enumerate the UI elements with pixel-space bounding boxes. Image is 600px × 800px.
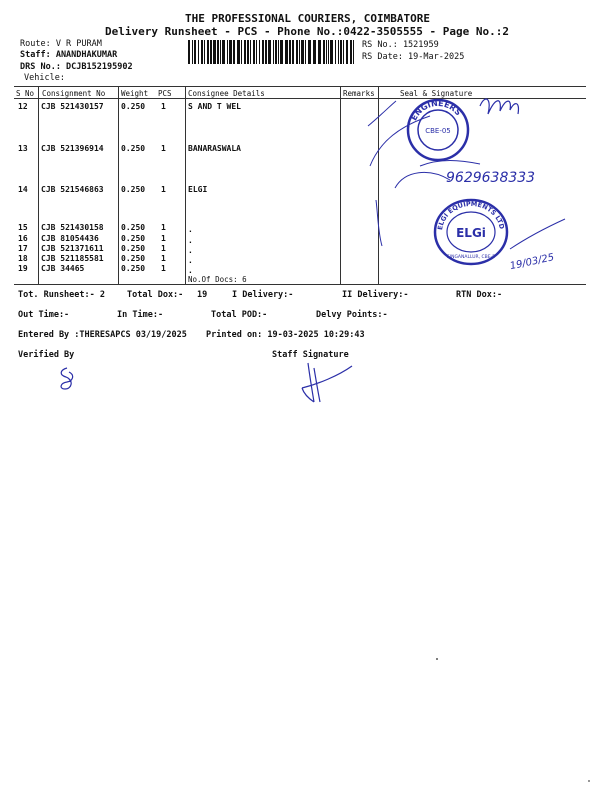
row-sno: 18: [18, 254, 28, 263]
runsheet-subtitle: Delivery Runsheet - PCS - Phone No.:0422-3505555 - Page No.:2: [105, 25, 509, 38]
row-pcs: 1: [161, 223, 166, 232]
row-consignee: BANARASWALA: [188, 144, 241, 153]
barcode-bar: [275, 40, 277, 64]
barcode-bar: [262, 40, 264, 64]
col-header-sno: S No: [16, 89, 35, 98]
rs-date-label: RS Date: 19-Mar-2025: [362, 52, 465, 62]
barcode-bar: [188, 40, 190, 64]
row-consignee: .: [188, 256, 193, 265]
barcode-bar: [326, 40, 327, 64]
vehicle-label: Vehicle:: [24, 73, 65, 83]
barcode-bar: [289, 40, 291, 64]
row-sno: 16: [18, 234, 28, 243]
row-consignment: CJB 521546863: [41, 185, 104, 194]
total-pod: Total POD:-: [211, 310, 268, 320]
col-header-seal-signature: Seal & Signature: [400, 89, 473, 98]
barcode-bar: [265, 40, 267, 64]
barcode-bar: [268, 40, 271, 64]
row-weight: 0.250: [121, 264, 146, 273]
row-consignment: CJB 521185581: [41, 254, 104, 263]
barcode-bar: [210, 40, 212, 64]
col-header-remarks: Remarks: [343, 89, 375, 98]
col-header-consignee: Consignee Details: [188, 89, 265, 98]
row-weight: 0.250: [121, 185, 146, 194]
row-sno: 19: [18, 264, 28, 273]
barcode-bar: [194, 40, 196, 64]
ii-delivery: II Delivery:-: [342, 290, 409, 300]
staff-label: Staff: ANANDHAKUMAR: [20, 50, 118, 60]
row-sno: 14: [18, 185, 28, 194]
row-weight: 0.250: [121, 244, 146, 253]
handwritten-phone-number: [390, 158, 570, 198]
staff-signature-label: Staff Signature: [272, 350, 349, 360]
row-sno: 13: [18, 144, 28, 153]
stamp2-top-text: ELGI EQUIPMENTS LTD: [436, 199, 506, 231]
barcode-bar: [278, 40, 279, 64]
barcode-bar: [237, 40, 240, 64]
barcode-bar: [227, 40, 228, 64]
barcode-bar: [323, 40, 325, 64]
row-pcs: 1: [161, 244, 166, 253]
col-divider: [340, 86, 341, 284]
stamp1-center-text: CBE-05: [425, 127, 451, 135]
barcode-bar: [285, 40, 288, 64]
col-divider: [118, 86, 119, 284]
barcode-bar: [280, 40, 283, 64]
verified-signature: [55, 365, 79, 395]
barcode-bar: [259, 40, 260, 64]
handwritten-phone-text: 9629638333: [446, 170, 536, 186]
barcode-bar: [233, 40, 235, 64]
row-sno: 17: [18, 244, 28, 253]
speck: [588, 780, 590, 782]
barcode-bar: [301, 40, 304, 64]
col-divider: [185, 86, 186, 284]
col-header-weight: Weight: [121, 89, 149, 98]
stamp2-center-text: ELGi: [456, 226, 486, 240]
row-sno: 12: [18, 102, 28, 111]
row-weight: 0.250: [121, 234, 146, 243]
barcode-bar: [350, 40, 352, 64]
entered-by: Entered By :THERESAPCS 03/19/2025: [18, 330, 187, 340]
company-title: THE PROFESSIONAL COURIERS, COIMBATORE: [185, 12, 431, 25]
row-pcs: 1: [161, 264, 166, 273]
rs-no-label: RS No.: 1521959: [362, 40, 439, 50]
remarks-ink-stroke: [372, 196, 402, 252]
row-consignment: CJB 34465: [41, 264, 85, 273]
in-time: In Time:-: [117, 310, 164, 320]
barcode-bar: [292, 40, 294, 64]
barcode-bar: [201, 40, 203, 64]
row-consignee: .: [188, 266, 193, 275]
barcode-bar: [198, 40, 199, 64]
barcode-bar: [330, 40, 333, 64]
barcode-bar: [256, 40, 257, 64]
row-consignee: .: [188, 225, 193, 234]
elgi-stamp: [430, 196, 512, 268]
row-pcs: 1: [161, 144, 166, 153]
barcode-bar: [241, 40, 242, 64]
row-consignee: ELGI: [188, 185, 208, 194]
tot-runsheet: Tot. Runsheet:- 2: [18, 290, 105, 300]
verified-by-label: Verified By: [18, 350, 75, 360]
staff-signature: [298, 358, 358, 408]
row-pcs: 1: [161, 254, 166, 263]
row-consignment: CJB 521371611: [41, 244, 104, 253]
col-header-consignment: Consignment No: [42, 89, 106, 98]
row-consignment: CJB 521430157: [41, 102, 104, 111]
handwritten-date: [505, 214, 575, 274]
col-divider: [38, 86, 39, 284]
barcode-bar: [346, 40, 348, 64]
barcode-bar: [247, 40, 249, 64]
total-dox-label: Total Dox:-: [127, 290, 184, 300]
barcode-bar: [220, 40, 221, 64]
barcode-bar: [222, 40, 225, 64]
row-consignment: CJB 81054436: [41, 234, 99, 243]
row-consignment: CJB 521430158: [41, 223, 104, 232]
row-consignment: CJB 521396914: [41, 144, 104, 153]
row-weight: 0.250: [121, 144, 146, 153]
i-delivery: I Delivery:-: [232, 290, 294, 300]
row-consignee: .: [188, 246, 193, 255]
row-consignee: S AND T WEL: [188, 102, 241, 111]
barcode-bar: [313, 40, 316, 64]
barcode-bar: [207, 40, 209, 64]
total-dox-value: 19: [197, 290, 208, 300]
barcode-bar: [305, 40, 306, 64]
row-consignee: .: [188, 236, 193, 245]
barcode-bar: [335, 40, 336, 64]
no-of-docs: No.Of Docs: 6: [188, 275, 247, 284]
row-weight: 0.250: [121, 254, 146, 263]
barcode-bar: [204, 40, 205, 64]
barcode-bar: [244, 40, 246, 64]
printed-on: Printed on: 19-03-2025 10:29:43: [206, 330, 365, 340]
barcode-bar: [273, 40, 274, 64]
barcode-bar: [340, 40, 342, 64]
barcode-bar: [296, 40, 298, 64]
barcode-bar: [318, 40, 321, 64]
row-pcs: 1: [161, 185, 166, 194]
out-time: Out Time:-: [18, 310, 70, 320]
barcode-bar: [343, 40, 344, 64]
delvy-points: Delvy Points:-: [316, 310, 388, 320]
row-weight: 0.250: [121, 223, 146, 232]
barcode-bar: [192, 40, 193, 64]
barcode: [188, 40, 356, 64]
route-label: Route: V R PURAM: [20, 39, 102, 49]
engineers-stamp: [404, 96, 472, 164]
rtn-dox: RTN Dox:-: [456, 290, 503, 300]
row-sno: 15: [18, 223, 28, 232]
barcode-bar: [229, 40, 232, 64]
barcode-bar: [328, 40, 329, 64]
barcode-bar: [250, 40, 251, 64]
barcode-bar: [217, 40, 219, 64]
table-bottom-border: [14, 284, 586, 285]
barcode-bar: [213, 40, 216, 64]
drs-no-label: DRS No.: DCJB152195902: [20, 62, 133, 72]
stamp1-top-text: ENGINEERS: [409, 98, 463, 123]
barcode-bar: [308, 40, 311, 64]
barcode-bar: [353, 40, 354, 64]
barcode-bar: [338, 40, 339, 64]
row-weight: 0.250: [121, 102, 146, 111]
speck: [436, 658, 438, 660]
barcode-bar: [253, 40, 255, 64]
stamp2-bottom-text: SINGANALLUR, CBE-5: [446, 255, 496, 260]
handwritten-date-text: 19/03/25: [508, 252, 556, 273]
row-pcs: 1: [161, 102, 166, 111]
col-header-pcs: PCS: [158, 89, 172, 98]
barcode-bar: [299, 40, 300, 64]
row-pcs: 1: [161, 234, 166, 243]
